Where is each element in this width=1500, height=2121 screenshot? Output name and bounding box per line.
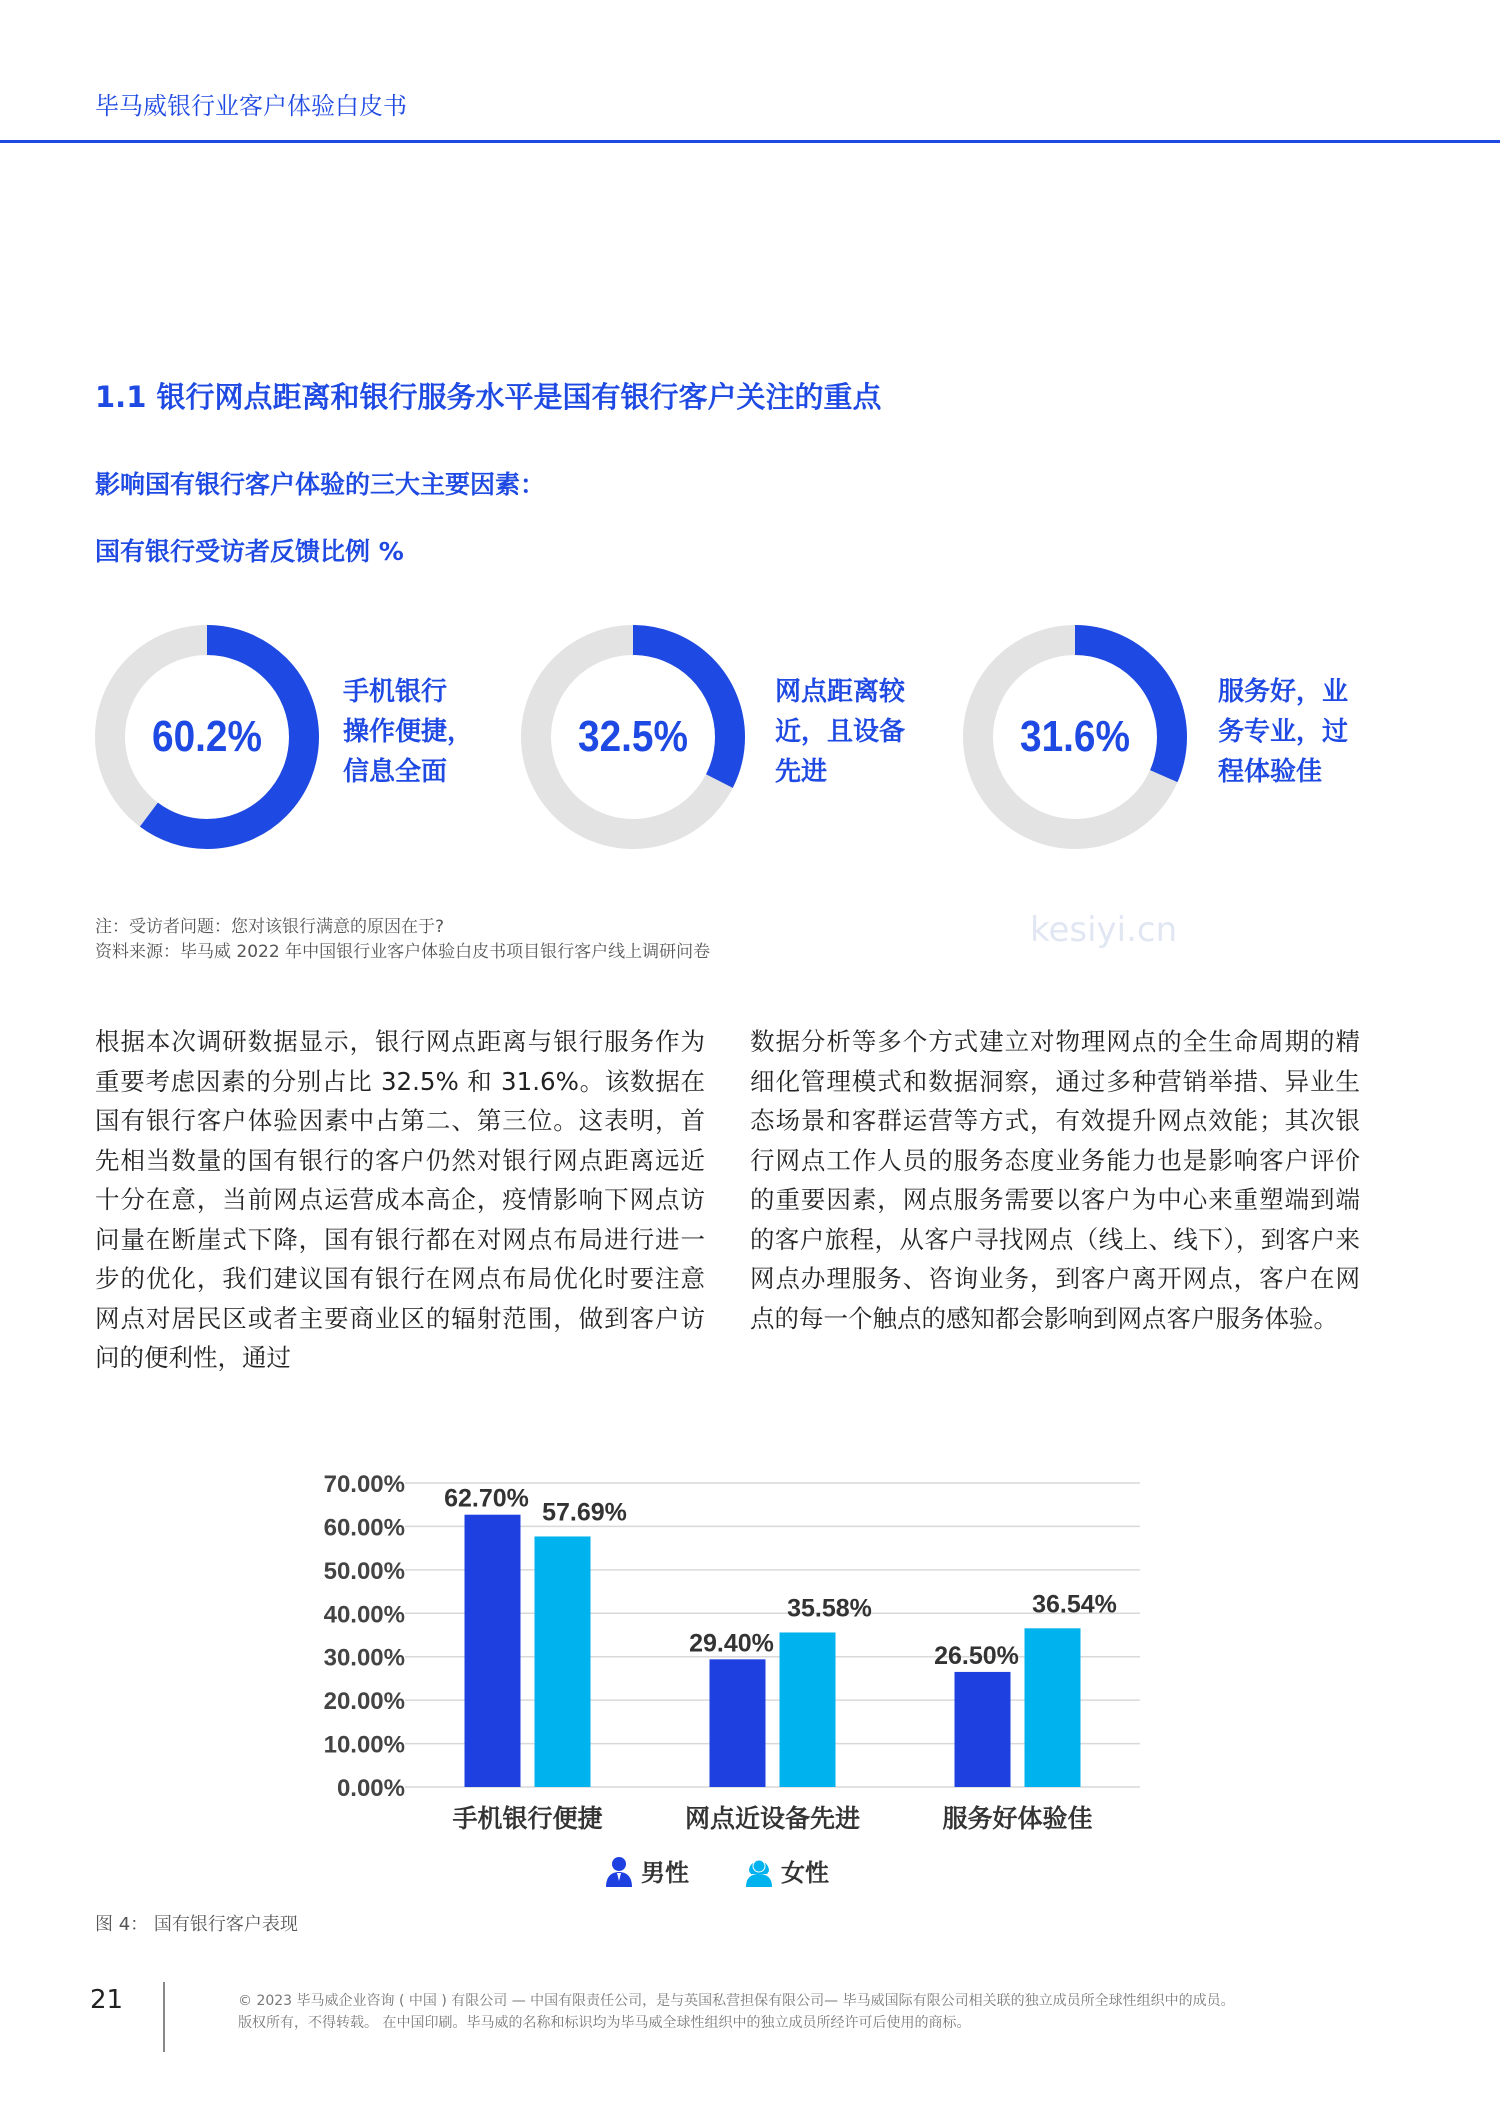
male-person-icon [605,1855,633,1887]
donut-label-line: 先进 [775,757,828,787]
donut-label-line: 操作便捷， [343,717,474,747]
donut-label-3 [1218,672,1348,792]
female-person-icon [745,1855,773,1887]
y-tick-label: 0.00% [336,1775,405,1802]
note-question: 注：受访者问题：您对该银行满意的原因在于? [95,917,445,937]
y-tick-label: 20.00% [323,1688,405,1716]
data-label: 35.58% [787,1594,872,1623]
watermark: kesiyi.cn [1030,910,1178,950]
donut-label-2 [775,672,905,792]
donut-value-text: 60.2% [152,712,262,761]
figure-caption: 图 4： 国有银行客户表现 [95,1914,298,1935]
footer-copyright: © 2023 毕马威企业咨询 ( 中国 ) 有限公司 — 中国有限责任公司，是与英国私营担保有限公司— 毕马威国际有限公司相关联的独立成员所全球性组织中的成员。 [238,1993,1235,2009]
data-label: 36.54% [1032,1590,1117,1619]
footer-rights: 版权所有，不得转载。 在中国印刷。毕马威的名称和标识均为毕马威全球性组织中的独立成员所经许可后使用的商标。 [238,2015,971,2031]
legend-female [745,1853,829,1888]
header-title: 毕马威银行业客户体验白皮书 [95,92,407,120]
x-category-label: 手机银行便捷 [452,1804,603,1833]
bar-female [535,1536,591,1787]
bar-chart [290,1455,1190,1840]
body-text-right: 数据分析等多个方式建立对物理网点的全生命周期的精细化管理模式和数据洞察，通过多种营销举措、异业生态场景和客群运营等方式，有效提升网点效能；其次银行网点工作人员的服务态度业务能力也是影响客户评价的重要因素，网点服务需要以客户为中心来重塑端到端的客户旅程，从客户寻找网点（线上、线下），到客户来网点办理服务、咨询业务，到客户离开网点，客户在网点的每一个触点的感知都会影响到网点客户服务体验。 [750,1027,1360,1333]
footer-divider [163,1982,165,2052]
donut-value-text: 31.6% [1020,712,1130,761]
donut-value-text: 32.5% [578,712,688,761]
y-tick-label: 70.00% [323,1471,405,1498]
subheading-ratio: 国有银行受访者反馈比例 % [95,537,404,566]
donut-chart-1 [92,622,322,852]
bar-male [710,1659,766,1787]
y-tick-label: 30.00% [323,1644,405,1672]
legend-female-label: 女性 [781,1859,829,1887]
x-category-label: 服务好体验佳 [942,1804,1093,1833]
y-tick-label: 50.00% [323,1557,405,1585]
data-label: 57.69% [542,1498,627,1527]
donut-label-line: 服务好，业 [1218,677,1349,707]
chart-notes [95,915,710,965]
donut-label-line: 务专业，过 [1218,717,1349,747]
note-source: 资料来源：毕马威 2022 年中国银行业客户体验白皮书项目银行客户线上调研问卷 [95,942,711,962]
bar-male [465,1515,521,1787]
donut-chart-3 [960,622,1190,852]
donut-label-line: 近，且设备 [775,717,906,747]
donut-label-line: 信息全面 [343,757,448,787]
page-number: 21 [90,1985,124,2015]
donut-chart-2 [518,622,748,852]
donut-label-1 [343,672,473,792]
legend-male-label: 男性 [641,1859,689,1887]
header-divider [0,140,1500,143]
bar-male [955,1672,1011,1787]
data-label: 26.50% [934,1641,1019,1670]
legend-male [605,1853,689,1888]
donut-label-line: 程体验佳 [1218,757,1323,787]
bar-female [1025,1628,1081,1787]
footer-legal [238,1990,1235,2034]
subheading-factors: 影响国有银行客户体验的三大主要因素： [95,470,546,499]
y-tick-label: 10.00% [323,1731,405,1759]
section-heading: 1.1 银行网点距离和银行服务水平是国有银行客户关注的重点 [95,380,882,414]
donut-label-line: 手机银行 [343,677,448,707]
donut-label-line: 网点距离较 [775,677,906,707]
y-tick-label: 40.00% [323,1601,405,1629]
y-tick-label: 60.00% [323,1514,405,1542]
x-category-label: 网点近设备先进 [684,1804,861,1833]
bar-female [780,1632,836,1787]
data-label: 29.40% [689,1629,774,1658]
data-label: 62.70% [444,1484,529,1513]
body-text-left: 根据本次调研数据显示，银行网点距离与银行服务作为重要考虑因素的分别占比 32.5% 和 31.6%。该数据在国有银行客户体验因素中占第二、第三位。这表明，首先相当数量的国有银行的客户仍然对银行网点距离远近十分在意，当前网点运营成本高企，疫情影响下网点访问量在断崖式下降，国有银行都在对网点布局进行进一步的优化，我们建议国有银行在网点布局优化时要注意网点对居民区或者主要商业区的辐射范围，做到客户访问的便利性，通过 [95,1027,705,1372]
